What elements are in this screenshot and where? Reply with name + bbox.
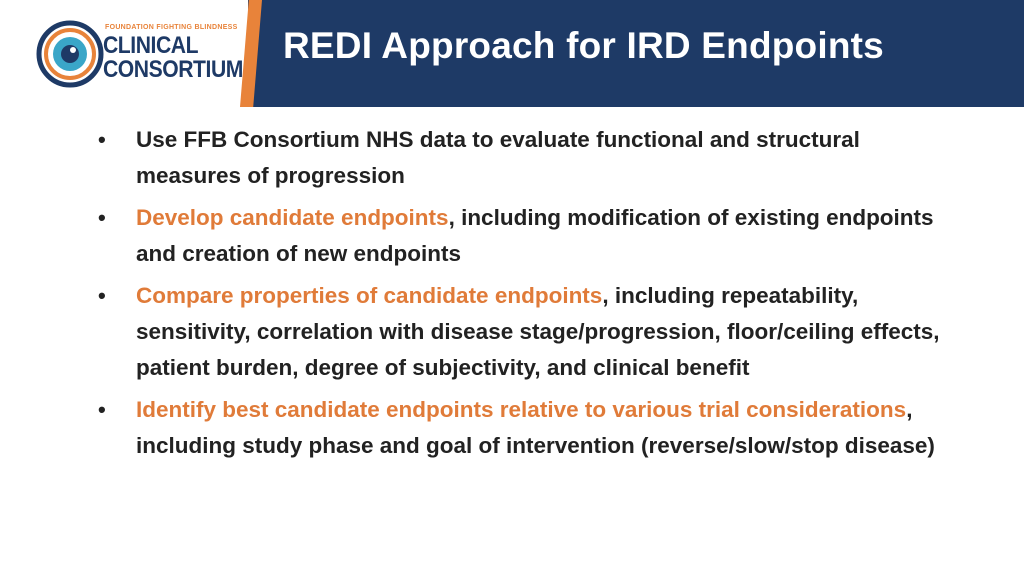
bullet-highlight: Compare properties of candidate endpoints <box>136 283 603 308</box>
eye-logo-icon <box>36 20 104 88</box>
bullet-dot: • <box>98 127 106 152</box>
slide-title: REDI Approach for IRD Endpoints <box>283 25 884 66</box>
logo <box>0 0 248 107</box>
bullet-text: , including study phase and goal of intervention (reverse/slow/stop disease) <box>136 397 935 458</box>
bullet-dot: • <box>98 397 106 422</box>
bullet-item <box>98 122 958 194</box>
bullet-item <box>98 392 958 464</box>
bullet-text: , including modification of existing endpoints and creation of new endpoints <box>136 205 934 266</box>
bullet-highlight: Develop candidate endpoints <box>136 205 449 230</box>
bullet-highlight: Identify best candidate endpoints relative to various trial considerations <box>136 397 907 422</box>
bullet-item <box>98 278 958 386</box>
logo-clinical-text: CLINICAL <box>103 32 199 59</box>
slide-header <box>0 0 1024 107</box>
bullet-text: Use FFB Consortium NHS data to evaluate functional and structural measures of progression <box>136 127 860 188</box>
bullet-item <box>98 200 958 272</box>
bullet-list <box>98 122 958 470</box>
logo-consortium-text: CONSORTIUM <box>103 56 243 83</box>
title-bar <box>248 0 1024 107</box>
logo-foundation-text: FOUNDATION FIGHTING BLINDNESS <box>105 24 238 31</box>
bullet-text: , including repeatability, sensitivity, correlation with disease stage/progression, floor/ceiling effects, patient burden, degree of subjectivity, and clinical benefit <box>136 283 940 380</box>
bullet-dot: • <box>98 283 106 308</box>
bullet-dot: • <box>98 205 106 230</box>
